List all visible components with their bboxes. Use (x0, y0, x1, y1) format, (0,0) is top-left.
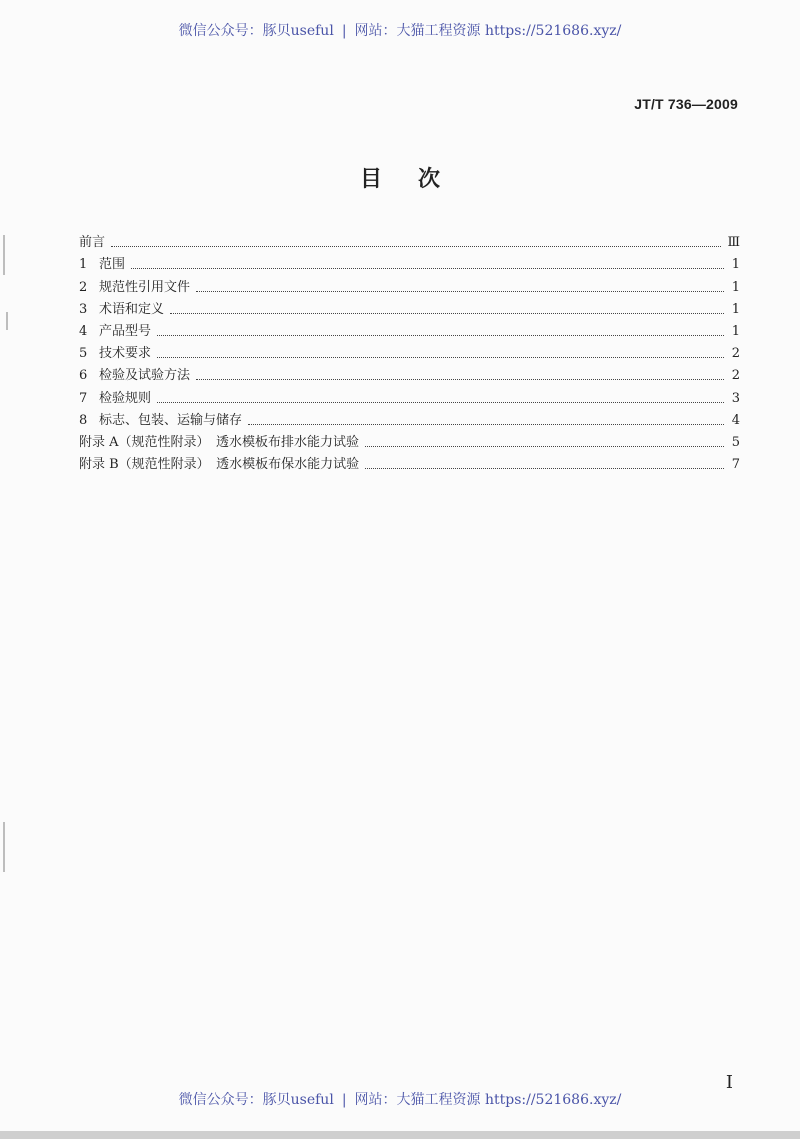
toc-label: 附录 B（规范性附录） 透水模板布保水能力试验 (79, 457, 360, 473)
toc-section-number: 6 (79, 368, 88, 384)
toc-leader-dots (157, 335, 724, 336)
scan-artifact (3, 822, 5, 872)
toc-leader-dots (365, 446, 724, 447)
toc-page-number: 2 (731, 346, 740, 362)
toc-leader-dots (111, 246, 721, 247)
toc-label: 产品型号 (99, 323, 152, 339)
toc-label: 检验规则 (99, 390, 152, 406)
scan-artifact (3, 235, 5, 275)
toc-leader-dots (196, 291, 724, 292)
toc-label: 标志、包装、运输与储存 (99, 412, 243, 428)
watermark-site: 网站：大猫工程资源 https://521686.xyz/ (354, 23, 622, 39)
watermark-separator: | (341, 23, 347, 39)
document-code: JT/T 736—2009 (634, 96, 738, 112)
toc-row-6[interactable] (79, 362, 740, 384)
toc-leader-dots (170, 313, 724, 314)
toc-section-number: 8 (79, 412, 88, 428)
toc-row-annex-b[interactable] (79, 451, 740, 473)
scan-artifact (6, 312, 8, 330)
toc-leader-dots (365, 468, 724, 469)
watermark-wechat: 微信公众号：豚贝useful (178, 23, 334, 39)
toc-row-2[interactable] (79, 273, 740, 295)
toc-page-number: 1 (731, 279, 740, 295)
scan-bottom-edge (0, 1131, 800, 1139)
toc-row-foreword[interactable] (79, 229, 740, 251)
toc-page-number: 1 (731, 301, 740, 317)
table-of-contents (79, 229, 740, 473)
toc-page-number: 4 (731, 412, 740, 428)
page-number: I (725, 1072, 733, 1093)
toc-page-number: 3 (731, 390, 740, 406)
toc-leader-dots (248, 424, 724, 425)
watermark-separator: | (341, 1092, 347, 1108)
watermark-bottom (0, 1089, 800, 1109)
toc-section-number: 3 (79, 301, 88, 317)
toc-section-number: 1 (79, 257, 88, 273)
toc-label: 技术要求 (99, 346, 152, 362)
watermark-site: 网站：大猫工程资源 https://521686.xyz/ (354, 1092, 622, 1108)
toc-label: 术语和定义 (99, 301, 165, 317)
toc-section-number: 5 (79, 346, 88, 362)
toc-leader-dots (157, 402, 724, 403)
toc-label: 规范性引用文件 (99, 279, 191, 295)
toc-label: 附录 A（规范性附录） 透水模板布排水能力试验 (79, 434, 360, 450)
toc-page-number: 5 (731, 434, 740, 450)
toc-label: 检验及试验方法 (99, 368, 191, 384)
toc-leader-dots (196, 379, 724, 380)
toc-page-number: 7 (731, 457, 740, 473)
watermark-top (0, 20, 800, 40)
toc-row-3[interactable] (79, 296, 740, 318)
toc-page-number: 1 (731, 323, 740, 339)
toc-page-number: 1 (731, 257, 740, 273)
toc-section-number: 7 (79, 390, 88, 406)
toc-row-4[interactable] (79, 318, 740, 340)
toc-leader-dots (157, 357, 724, 358)
toc-section-number: 2 (79, 279, 88, 295)
watermark-wechat: 微信公众号：豚贝useful (178, 1092, 334, 1108)
page-title: 目次 (359, 167, 476, 192)
toc-row-5[interactable] (79, 340, 740, 362)
toc-section-number: 4 (79, 323, 88, 339)
toc-row-annex-a[interactable] (79, 429, 740, 451)
toc-row-8[interactable] (79, 407, 740, 429)
toc-row-7[interactable] (79, 384, 740, 406)
toc-label: 前言 (79, 235, 106, 251)
toc-row-1[interactable] (79, 251, 740, 273)
toc-leader-dots (131, 268, 724, 269)
toc-page-number: Ⅲ (727, 235, 740, 251)
toc-label: 范围 (99, 257, 126, 273)
toc-page-number: 2 (731, 368, 740, 384)
